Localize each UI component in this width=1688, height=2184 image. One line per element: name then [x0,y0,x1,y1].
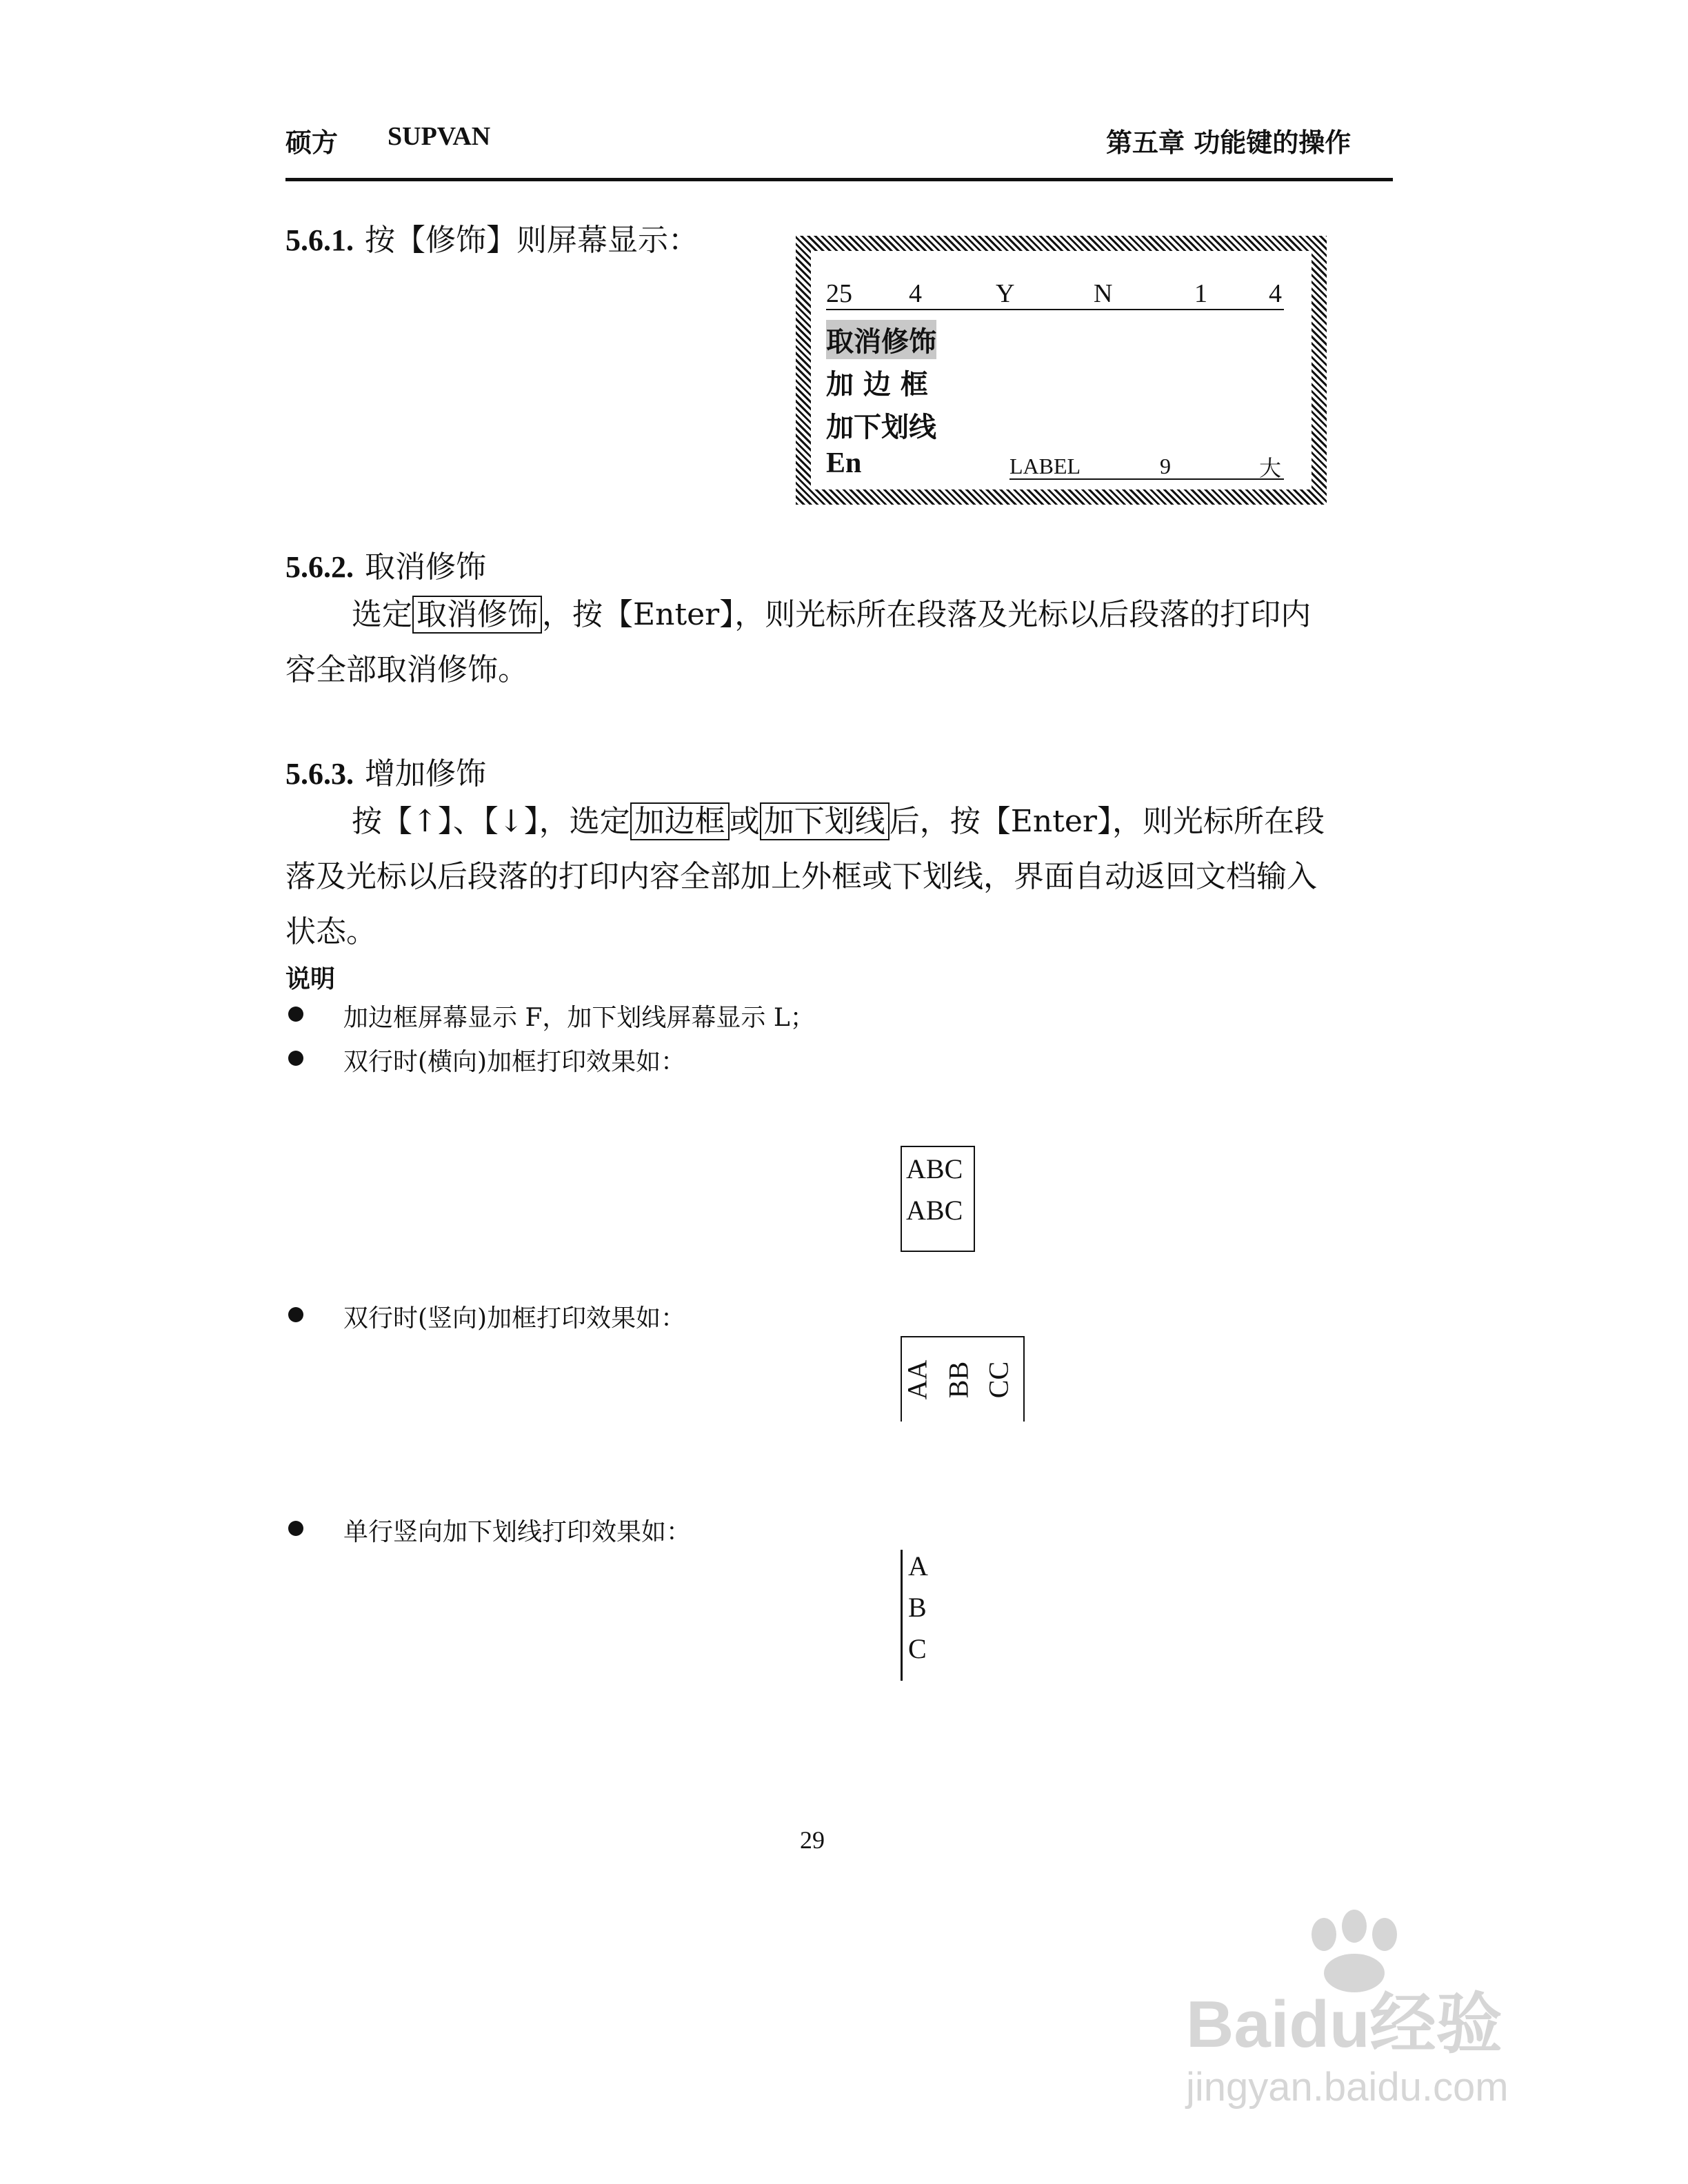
menu-item-add-underline[interactable]: 加下划线 [826,412,936,443]
watermark-brand: Baidu经验 [1186,1988,1503,2061]
lcd-screen [796,236,1327,505]
paragraph-line: 容全部取消修饰。 [285,652,528,687]
lcd-language: En [826,447,862,479]
demo-line: BB [943,1361,974,1399]
header-left-cn: 硕方 [285,128,339,158]
lcd-screen-inner [811,251,1312,489]
lcd-mode: LABEL [1009,454,1081,478]
section-title: 增加修饰 [365,756,486,791]
section-5-6-3 [285,749,486,793]
lcd-font: 大 [1259,455,1282,481]
note-title: 说明 [285,965,336,993]
demo-vertical-box [901,1336,1025,1422]
menu-item-cancel-decoration[interactable]: 取消修饰 [826,320,936,359]
boxed-term: 加边框 [630,802,730,840]
demo-line: B [908,1592,927,1623]
status-value: 25 [826,279,852,308]
note-bullet-text: 双行时(横向)加框打印效果如： [343,1048,686,1076]
text: 后，按【Enter】，则光标所在段 [889,804,1325,839]
section-title: 取消修饰 [365,549,486,585]
paragraph-line [285,587,1393,643]
status-value: 1 [1194,279,1207,308]
demo-line: A [908,1550,928,1581]
status-value: N [1094,279,1113,308]
section-5-6-2-paragraph [285,587,1393,698]
text: 按【↑】、【↓】，选定 [352,804,630,839]
boxed-term: 取消修饰 [412,596,542,634]
section-number: 5.6.3. [285,757,354,791]
paragraph-line: 状态。 [285,914,376,949]
bullet-icon [288,1007,303,1022]
text: 或 [729,804,760,839]
status-value: Y [996,279,1015,308]
section-5-6-3-paragraph [285,794,1393,960]
section-text: 按【修饰】则屏幕显示： [365,223,699,258]
demo-line: ABC [906,1195,963,1226]
section-number: 5.6.1. [285,223,354,257]
text: 选定 [352,597,412,632]
demo-horizontal-box [901,1146,975,1252]
status-value: 4 [909,279,922,308]
header-chapter-title: 第五章 功能键的操作 [1106,128,1352,158]
status-value: 4 [1269,279,1282,308]
demo-line: ABC [906,1153,963,1184]
menu-item-add-border[interactable]: 加 边 框 [826,369,928,401]
note-bullet-text: 双行时(竖向)加框打印效果如： [343,1304,686,1333]
paragraph-line [285,794,1393,849]
boxed-term: 加下划线 [760,802,890,840]
note-bullet-text: 加边框屏幕显示 F，加下划线屏幕显示 L； [343,1004,815,1032]
bullet-icon [288,1307,303,1322]
page-number: 29 [800,1826,825,1854]
demo-line: CC [983,1361,1014,1399]
bullet-icon [288,1521,303,1536]
lcd-footer [826,447,1284,481]
lcd-size: 9 [1160,454,1171,478]
note-bullet-text: 单行竖向加下划线打印效果如： [343,1518,692,1546]
demo-line: C [908,1633,927,1664]
section-number: 5.6.2. [285,550,354,584]
paragraph-line: 落及光标以后段落的打印内容全部加上外框或下划线，界面自动返回文档输入 [285,859,1317,894]
watermark-url: jingyan.baidu.com [1186,2065,1509,2110]
header-brand: SUPVAN [388,122,491,151]
demo-underline [901,1550,930,1681]
section-5-6-2 [285,542,486,586]
demo-line: AA [901,1359,933,1400]
text: ，按【Enter】，则光标所在段落及光标以后段落的打印内 [542,597,1312,632]
section-5-6-1 [285,215,699,259]
bullet-icon [288,1051,303,1066]
lcd-status-bar [826,279,1284,310]
header-rule [285,178,1393,181]
lcd-footer-info [1009,454,1284,480]
